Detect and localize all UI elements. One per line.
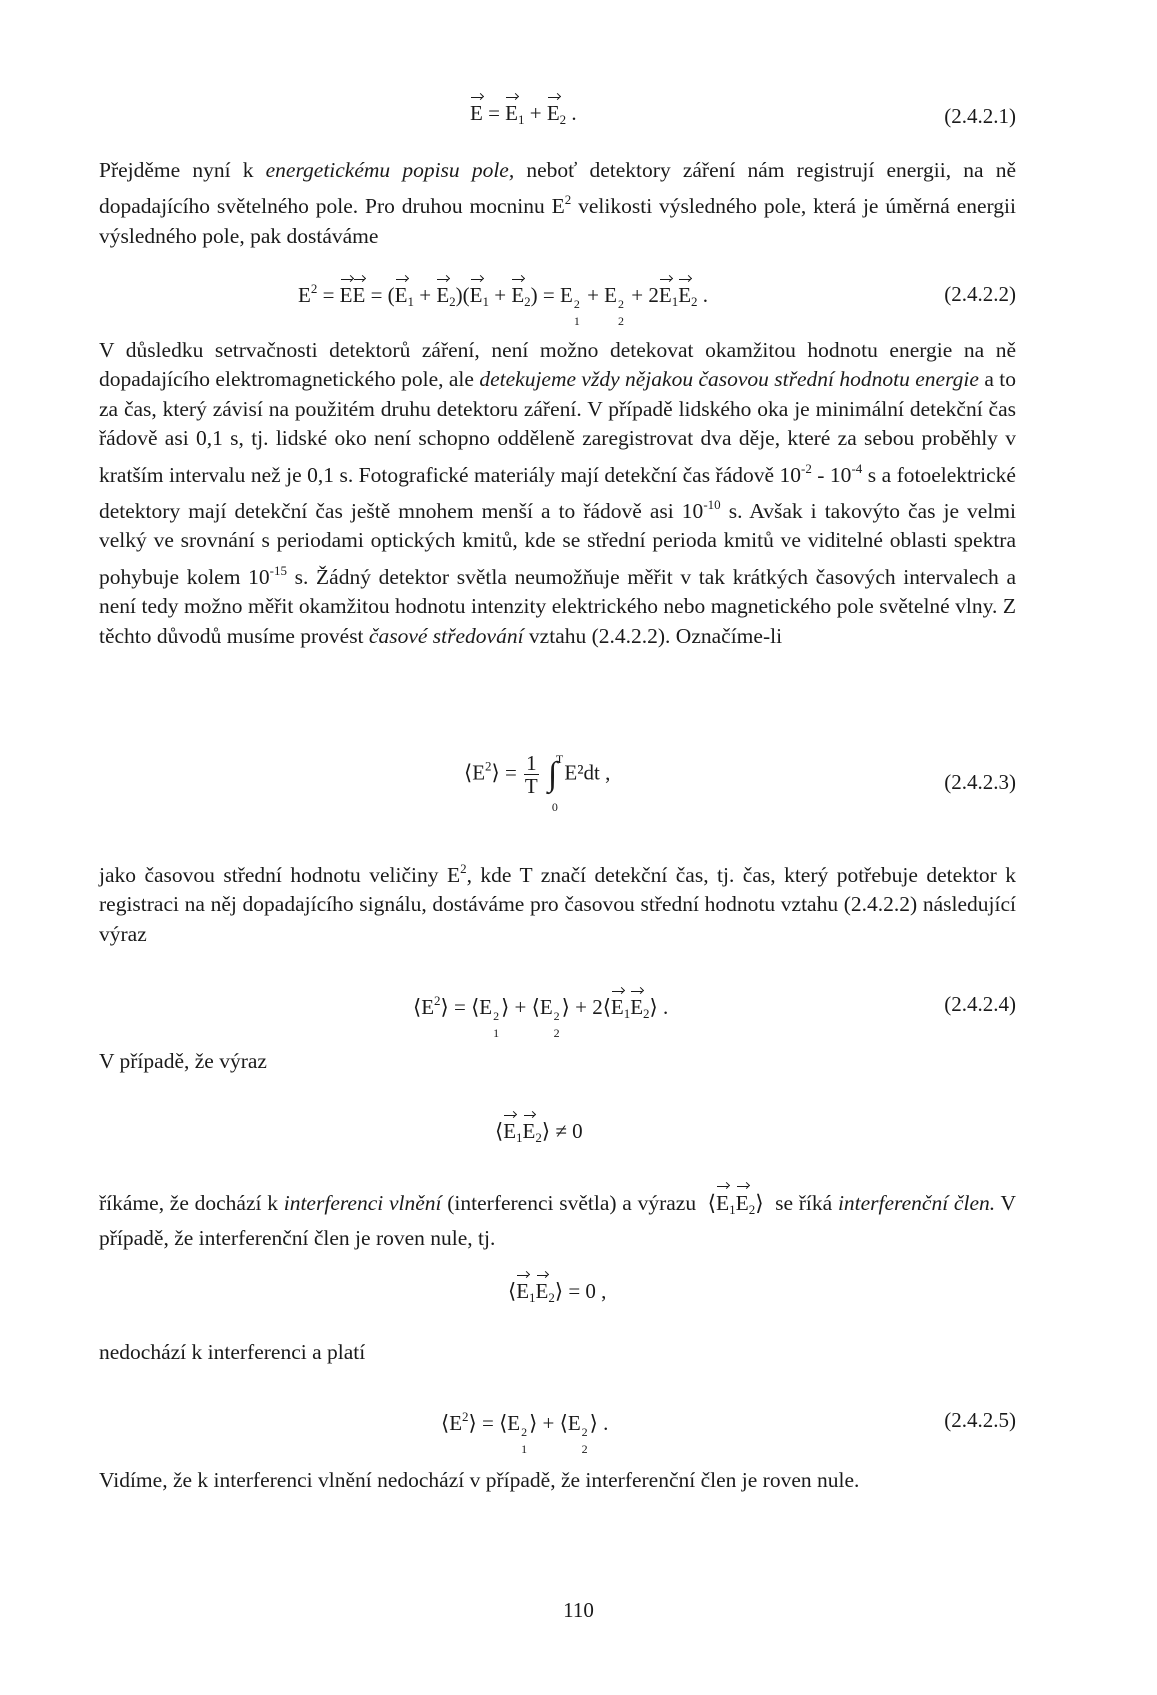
equation-2-4-2-5: $⟨E^2⟩$ = ⟨E 2 1 ⟩ + ⟨E 2 2 ⟩ .	[441, 1409, 609, 1456]
paragraph: V případě, že výraz	[99, 1049, 267, 1073]
paragraph: Přejděme nyní k energetickému popisu pole, neboť detektory záření nám registrují energii, na ně dopadajícího světelného pole. Pro druhou mocninu $E^2$ velikosti výsledného pole, která je úměrná energii výsledného pole, pak dostáváme	[99, 158, 1017, 248]
equation-label: (2.4.2.5)	[944, 1408, 1016, 1432]
equation-nonzero: $⟨E_1E_2⟩ \ne 0$	[495, 1119, 583, 1145]
equation-2-4-2-1: $E = E_1 + E_2$ .	[470, 101, 577, 127]
paragraph: Vidíme, že k interferenci vlnění nedochází v případě, že interferenční člen je roven nule.	[99, 1468, 860, 1492]
equation-label: (2.4.2.1)	[944, 104, 1016, 128]
paragraph: V důsledku setrvačnosti detektorů záření, není možno detekovat okamžitou hodnotu energie na ně dopadajícího elektromagnetického pole, ale detekujeme vždy nějakou časovou střední hodnotu energie a to za čas, který závisí na použitém druhu detektoru záření. V případě lidského oka je minimální detekční čas řádově asi 0,1 s, tj. lidské oko není schopno odděleně zaregistrovat dva děje, které za sebou proběhly v kratším intervalu než je 0,1 s. Fotografické materiály mají detekční čas řádově $10^{-2} - 10^{-4}$ s a fotoelektrické detektory mají detekční čas ještě mnohem menší a to řádově asi $10^{-10}$ s. Avšak i takovýto čas je velmi velký ve srovnání s periodami optických kmitů, kde se střední perioda kmitů ve viditelné oblasti spektra pohybuje kolem $10^{-15}$ s. Žádný detektor světla neumožňuje měřit v tak krátkých časových intervalech a není tedy možno měřit okamžitou hodnotu intenzity elektrického nebo magnetického pole světelné vlny. Z těchto důvodů musíme provést časové středování vztahu (2.4.2.2). Označíme-li	[99, 338, 1017, 648]
integral-sign: ∫ T 0	[547, 751, 564, 814]
equation-label: (2.4.2.2)	[944, 282, 1016, 306]
equation-label: (2.4.2.4)	[944, 992, 1016, 1016]
paragraph: říkáme, že dochází k interferenci vlnění (interferenci světla) a výrazu $⟨E_1E_2⟩$ se říká interferenční člen. V případě, že interferenční člen je roven nule, tj.	[99, 1191, 1017, 1251]
page-number: 110	[563, 1598, 594, 1622]
paragraph: nedochází k interferenci a platí	[99, 1340, 366, 1364]
equation-2-4-2-3: $⟨E^2⟩$ = $\frac{1}{T}$ ∫ T 0 E²dt ,	[464, 751, 611, 814]
equation-2-4-2-2: $E^2$ = EE = $(E_1 + E_2)(E_1 + E_2) = E$ 2 1 + E 2 2 + $2E_1E_2$ .	[298, 281, 709, 328]
equation-zero: $⟨E_1E_2⟩ = 0$ ,	[508, 1279, 607, 1305]
paragraph: jako časovou střední hodnotu veličiny $E^2$, kde T značí detekční čas, tj. čas, který potřebuje detektor k registraci na něj dopadajícího signálu, dostáváme pro časovou střední hodnotu vztahu (2.4.2.2) následující výraz	[99, 861, 1016, 946]
equation-label: (2.4.2.3)	[944, 770, 1016, 794]
equation-2-4-2-4: $⟨E^2⟩$ = ⟨E 2 1 ⟩ + ⟨E 2 2 ⟩ + $2⟨E_1E_2⟩$ .	[413, 993, 669, 1040]
fraction: $\frac{1}{T}$	[524, 751, 538, 798]
